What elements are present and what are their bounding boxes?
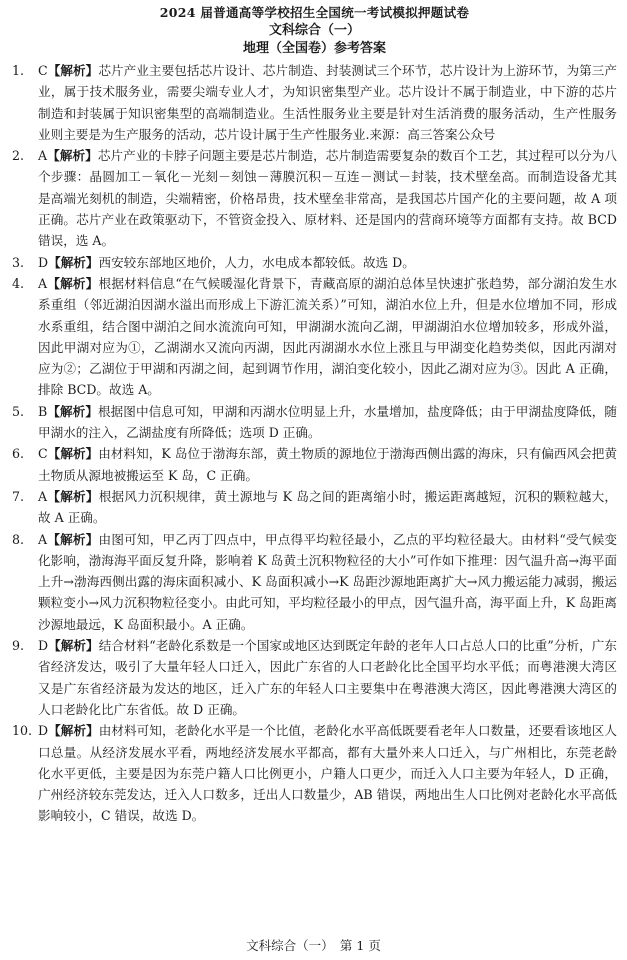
answer-list [12,60,617,827]
answer-body [38,529,617,635]
answer-item-10 [12,720,617,826]
answer-item-1 [12,60,617,145]
answer-body [38,443,617,486]
answer-body [38,273,617,401]
answer-item-4 [12,273,617,401]
answer-item-2 [12,145,617,251]
analysis-text: 芯片产业的卡脖子问题主要是芯片制造，芯片制造需要复杂的数百个工艺，其过程可以分为八个步骤：晶圆加工－氧化－光刻－刻蚀－薄膜沉积－互连－测试－封装，技术壁垒高。而制造设备尤其是高端光刻机的制造，尖端精密，价格昂贵，技术壁垒非常高，是我国芯片国产化的主要问题，故 A 项正确。芯片产业在政策驱动下，不管资金投入、原材料、还是国内的营商环境等方面都有支持。故 BCD 错误，选 A。 [38,148,618,249]
answer-item-7 [12,486,617,529]
exam-subtitle: 文科综合（一） [268,23,360,38]
answer-body [38,486,617,529]
question-number: 6. [12,446,25,462]
analysis-tag: 【解析】 [48,254,99,270]
analysis-text: 根据风力沉积规律，黄土源地与 K 岛之间的距离缩小时，搬运距离越短，沉积的颗粒越大，故 A 正确。 [38,488,617,526]
answer-choice: C [38,446,48,462]
exam-title: 2024 届普通高等学校招生全国统一考试模拟押题试卷 [159,5,470,20]
analysis-tag: 【解析】 [47,446,99,462]
answer-choice: D [38,723,49,739]
analysis-text: 由图可知，甲乙丙丁四点中，甲点得平均粒径最小，乙点的平均粒径最大。由材料“受气候变化影响，渤海海平面反复升降，影响着 K 岛黄土沉积物粒径的大小”可作如下推理：因气温升高→海平面上升→渤海西侧出露的海床面积减小、K 岛面积减小→K 岛距沙源地距离扩大→风力搬运能力减弱，搬运颗粒变小→风力沉积物粒径变小。由此可知，平均粒径最小的甲点，因气温升高，海平面上升，K 岛距离沙源地最远，K 岛面积最小。A 正确。 [38,531,617,632]
answer-item-6 [12,443,617,486]
question-number: 2. [12,148,25,164]
answer-choice: A [38,148,48,164]
question-number: 3. [12,254,25,270]
answer-body [38,720,617,826]
question-number: 5. [12,403,25,419]
answer-body [38,60,617,145]
answer-item-9 [12,635,617,720]
answer-body [38,401,617,444]
question-number: 8. [12,531,25,547]
analysis-text: 根据图中信息可知，甲湖和丙湖水位明显上升，水量增加，盐度降低；由于甲湖盐度降低，随甲湖水的注入，乙湖盐度有所降低；选项 D 正确。 [38,403,618,441]
analysis-text: 结合材料“老龄化系数是一个国家或地区达到既定年龄的老年人口占总人口的比重”分析，广东省经济发达，吸引了大量年轻人口迁入，因此广东省的人口老龄化比全国平均水平低；而粤港澳大湾区又是广东省经济最为发达的地区，迁入广东的年轻人口主要集中在粤港澳大湾区，因此粤港澳大湾区的人口老龄化比广东省低。故 D 正确。 [38,638,618,717]
analysis-text: 根据材料信息“在气候暖湿化背景下，青藏高原的湖泊总体呈快速扩张趋势，部分湖泊发生水系重组（邻近湖泊因湖水溢出而形成上下游汇流关系）”可知，湖泊水位上升，但是水位增加不同，形成水系重组，结合图中湖泊之间水流流向可知，甲湖湖水流向乙湖，甲湖湖泊水位增加较多，形成外溢，因此甲湖对应为①，乙湖湖水又流向丙湖，因此丙湖湖水水位上涨且与甲湖变化趋势类似，因此丙湖对应为②；乙湖位于甲湖和丙湖之间，起到调节作用，湖泊变化较小，因此乙湖对应为③。因此 A 正确，排除 BCD。故选 A。 [38,275,617,398]
answer-choice: A [38,275,48,291]
answer-choice: C [38,63,48,78]
answer-body [38,145,617,251]
analysis-tag: 【解析】 [47,148,98,164]
analysis-tag: 【解析】 [47,531,99,547]
question-number: 1. [12,63,25,78]
answer-choice: D [38,254,49,270]
analysis-text: 由材料知，K 岛位于渤海东部，黄土物质的源地位于渤海西侧出露的海床，只有偏西风会把黄土物质从源地被搬运至 K 岛，C 正确。 [38,446,617,483]
analysis-text: 由材料可知，老龄化水平是一个比值，老龄化水平高低既要看老年人口数量，还要看该地区人口总量。从经济发展水平看，两地经济发展水平都高，都有大量外来人口迁入，与广州相比，东莞老龄化水平更低，主要是因为东莞户籍人口比例更小，户籍人口更少，而迁入人口主要为年轻人，D 正确，广州经济较东莞发达，迁入人口数多，迁出人口数量少，AB 错误，两地出生人口比例对老龄化水平高低影响较小，C 错误，故选 D。 [38,723,618,824]
answer-choice: A [38,488,48,504]
analysis-tag: 【解析】 [48,723,99,739]
analysis-tag: 【解析】 [47,488,99,504]
question-number: 10. [12,723,33,739]
answer-choice: B [38,403,48,419]
answer-choice: A [38,531,48,547]
answer-body [38,252,617,273]
answer-item-8 [12,529,617,635]
document-header [12,4,617,58]
analysis-text: 芯片产业主要包括芯片设计、芯片制造、封装测试三个环节，芯片设计为上游环节，为第三产业，属于技术服务业，需要尖端专业人才，为知识密集型产业。芯片设计不属于制造业，中下游的芯片制造和封装属于知识密集型的高端制造业。生活性服务业主要是针对生活消费的服务活动，生产性服务业则主要是为生产服务的活动，芯片设计属于生产性服务业.来源：高三答案公众号 [38,63,618,142]
analysis-tag: 【解析】 [48,638,99,654]
answer-item-5 [12,401,617,444]
analysis-tag: 【解析】 [47,275,99,291]
analysis-text: 西安较东部地区地价，人力，水电成本都较低。故选 D。 [98,254,415,270]
question-number: 4. [12,275,25,291]
answer-item-3 [12,252,617,273]
answer-body [38,635,617,720]
analysis-tag: 【解析】 [47,63,99,78]
answer-choice: D [38,638,49,654]
page-footer: 文科综合（一） 第 1 页 [246,938,381,953]
question-number: 7. [12,488,25,504]
subject-heading: 地理（全国卷）参考答案 [242,41,386,56]
question-number: 9. [12,638,25,654]
analysis-tag: 【解析】 [47,403,98,419]
